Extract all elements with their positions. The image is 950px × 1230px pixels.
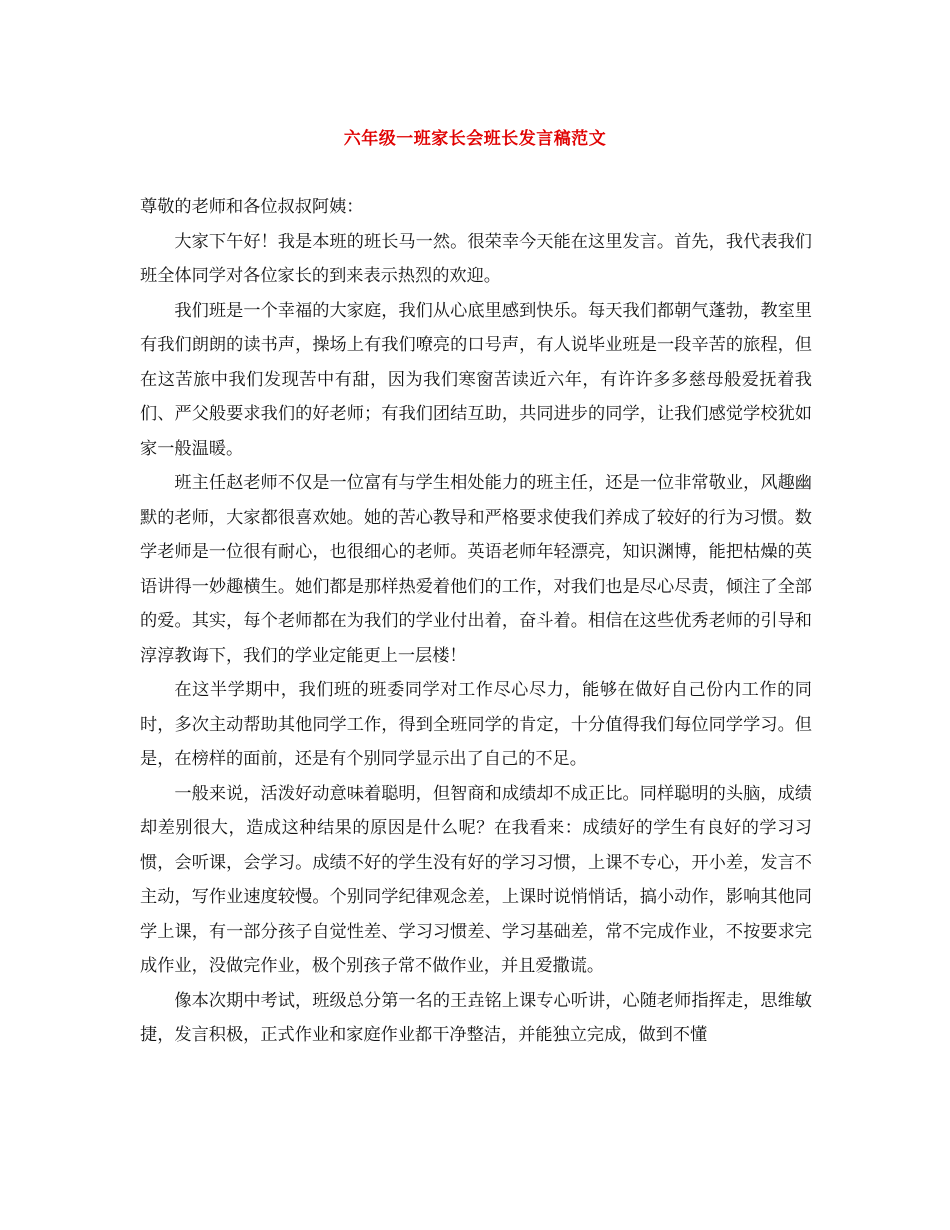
document-body xyxy=(140,190,812,1053)
paragraph-greeting: 大家下午好！我是本班的班长马一然。很荣幸今天能在这里发言。首先，我代表我们班全体同学对各位家长的到来表示热烈的欢迎。 xyxy=(140,231,812,286)
paragraph-study-habits: 一般来说，活泼好动意味着聪明，但智商和成绩却不成正比。同样聪明的头脑，成绩却差别很大，造成这种结果的原因是什么呢？在我看来：成绩好的学生有良好的学习习惯，会听课，会学习。成绩不好的学生没有好的学习习惯，上课不专心，开小差，发言不主动，写作业速度较慢。个别同学纪律观念差，上课时说悄悄话，搞小动作，影响其他同学上课，有一部分孩子自觉性差、学习习惯差、学习基础差，常不完成作业，不按要求完成作业，没做完作业，极个别孩子常不做作业，并且爱撒谎。 xyxy=(140,783,812,976)
salutation: 尊敬的老师和各位叔叔阿姨： xyxy=(140,197,364,217)
paragraph-class-committee: 在这半学期中，我们班的班委同学对工作尽心尽力，能够在做好自己份内工作的同时，多次主动帮助其他同学工作，得到全班同学的肯定，十分值得我们每位同学学习。但是，在榜样的面前，还是有个别同学显示出了自己的不足。 xyxy=(140,680,812,769)
paragraph-class-family: 我们班是一个幸福的大家庭，我们从心底里感到快乐。每天我们都朝气蓬勃，教室里有我们朗朗的读书声，操场上有我们嘹亮的口号声，有人说毕业班是一段辛苦的旅程，但在这苦旅中我们发现苦中有甜，因为我们寒窗苦读近六年，有许许多多慈母般爱抚着我们、严父般要求我们的好老师；有我们团结互助，共同进步的同学，让我们感觉学校犹如家一般温暖。 xyxy=(140,300,812,459)
paragraph-exam-example: 像本次期中考试，班级总分第一名的王垚铭上课专心听讲，心随老师指挥走，思维敏捷，发言积极，正式作业和家庭作业都干净整洁，并能独立完成，做到不懂 xyxy=(140,990,812,1045)
paragraph-teachers: 班主任赵老师不仅是一位富有与学生相处能力的班主任，还是一位非常敬业，风趣幽默的老师，大家都很喜欢她。她的苦心教导和严格要求使我们养成了较好的行为习惯。数学老师是一位很有耐心，也很细心的老师。英语老师年轻漂亮，知识渊博，能把枯燥的英语讲得一妙趣横生。她们都是那样热爱着他们的工作，对我们也是尽心尽责，倾注了全部的爱。其实，每个老师都在为我们的学业付出着，奋斗着。相信在这些优秀老师的引导和淳淳教诲下，我们的学业定能更上一层楼！ xyxy=(140,473,812,666)
document-title: 六年级一班家长会班长发言稿范文 xyxy=(343,129,607,149)
